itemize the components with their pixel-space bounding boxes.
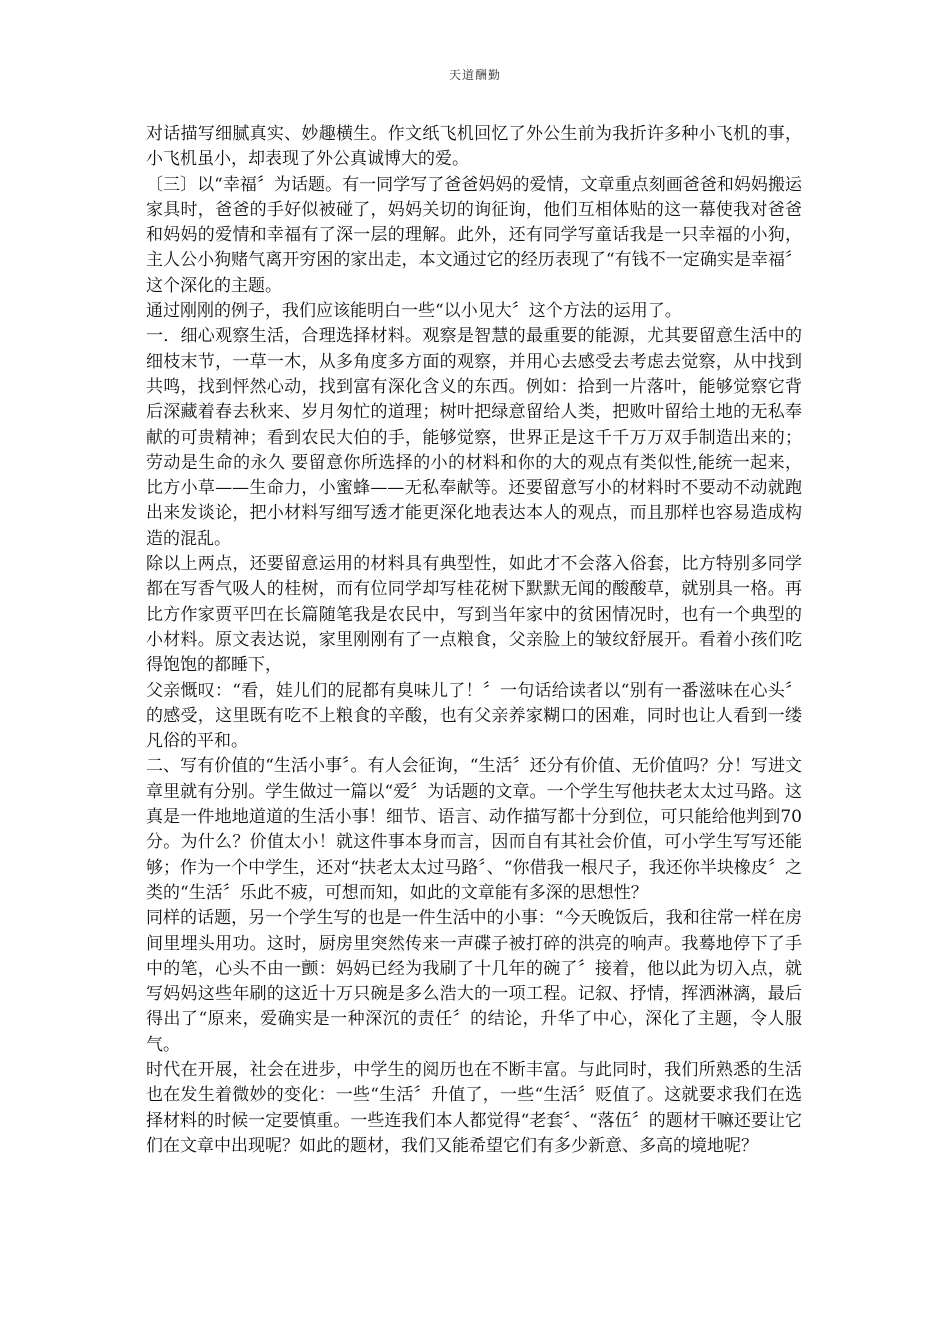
paragraph: 〔三〕以“幸福〞为话题。有一同学写了爸爸妈妈的爱情，文章重点刻画爸爸和妈妈搬运家具时，爸爸的手好似被碰了，妈妈关切的询征询，他们互相体贴的这一幕使我对爸爸和妈妈的爱情和幸福有了深一层的理解。此外，还有同学写童话我是一只幸福的小狗，主人公小狗赌气离开穷困的家出走，本文通过它的经历表现了“有钱不一定确实是幸福〞这个深化的主题。 [146,174,802,296]
paragraph: 一．细心观察生活，合理选择材料。观察是智慧的最重要的能源，尤其要留意生活中的细枝末节，一草一木，从多角度多方面的观察，并用心去感受去考虑去觉察，从中找到共鸣，找到怦然心动，找到富有深化含义的东西。例如：拾到一片落叶，能够觉察它背后深藏着春去秋来、岁月匆忙的道理；树叶把绿意留给人类，把败叶留给土地的无私奉献的可贵精神；看到农民大伯的手，能够觉察，世界正是这千千万万双手制造出来的；劳动是生命的永久 要留意你所选择的小的材料和你的大的观点有类似性,能统一起来，比方小草——生命力，小蜜蜂——无私奉献等。还要留意写小的材料时不要动不动就跑出来发谈论，把小材料写细写透才能更深化地表达本人的观点，而且那样也容易造成构造的混乱。 [146,326,802,549]
document-body [146,122,802,1159]
paragraph: 二、写有价值的“生活小事〞。有人会征询，“生活〞还分有价值、无价值吗？分！写进文章里就有分别。学生做过一篇以“爱〞为话题的文章。一个学生写他扶老太太过马路。这真是一件地地道道的生活小事！细节、语言、动作描写都十分到位，可只能给他判到70分。为什么？价值太小！就这件事本身而言，因而自有其社会价值，可小学生写写还能够；作为一个中学生，还对“扶老太太过马路〞、“你借我一根尺子，我还你半块橡皮〞之类的“生活〞乐此不疲，可想而知，如此的文章能有多深的思想性？ [146,756,802,903]
paragraph: 对话描写细腻真实、妙趣横生。作文纸飞机回忆了外公生前为我折许多种小飞机的事，小飞机虽小，却表现了外公真诚博大的爱。 [146,124,802,170]
paragraph: 父亲慨叹：“看，娃儿们的屁都有臭味儿了！〞一句话给读者以“别有一番滋味在心头〞的感受，这里既有吃不上粮食的辛酸，也有父亲养家糊口的困难，同时也让人看到一缕凡俗的平和。 [146,680,802,752]
paragraph: 同样的话题，另一个学生写的也是一件生活中的小事：“今天晚饭后，我和往常一样在房间里埋头用功。这时，厨房里突然传来一声碟子被打碎的洪亮的响声。我蓦地停下了手中的笔，心头不由一颤：妈妈已经为我刷了十几年的碗了〞接着，他以此为切入点，就写妈妈这些年刷的这近十万只碗是多么浩大的一项工程。记叙、抒情，挥洒淋漓，最后得出了“原来，爱确实是一种深沉的责任〞的结论，升华了中心，深化了主题，令人服气。 [146,908,802,1055]
paragraph: 通过刚刚的例子，我们应该能明白一些“以小见大〞这个方法的运用了。 [146,301,682,322]
paragraph: 除以上两点，还要留意运用的材料具有典型性，如此才不会落入俗套，比方特别多同学都在写香气吸人的桂树，而有位同学却写桂花树下默默无闻的酸酸草，就别具一格。再比方作家贾平凹在长篇随笔我是农民中，写到当年家中的贫困情况时，也有一个典型的小材料。原文表达说，家里刚刚有了一点粮食，父亲脸上的皱纹舒展开。看着小孩们吃得饱饱的都睡下， [146,554,802,676]
paragraph: 时代在开展，社会在进步，中学生的阅历也在不断丰富。与此同时，我们所熟悉的生活也在发生着微妙的变化：一些“生活〞升值了，一些“生活〞贬值了。这就要求我们在选择材料的时候一定要慎重。一些连我们本人都觉得“老套〞、“落伍〞的题材干嘛还要让它们在文章中出现呢？如此的题材，我们又能希望它们有多少新意、多高的境地呢？ [146,1059,802,1156]
page-header: 天道酬勤 [448,68,501,82]
